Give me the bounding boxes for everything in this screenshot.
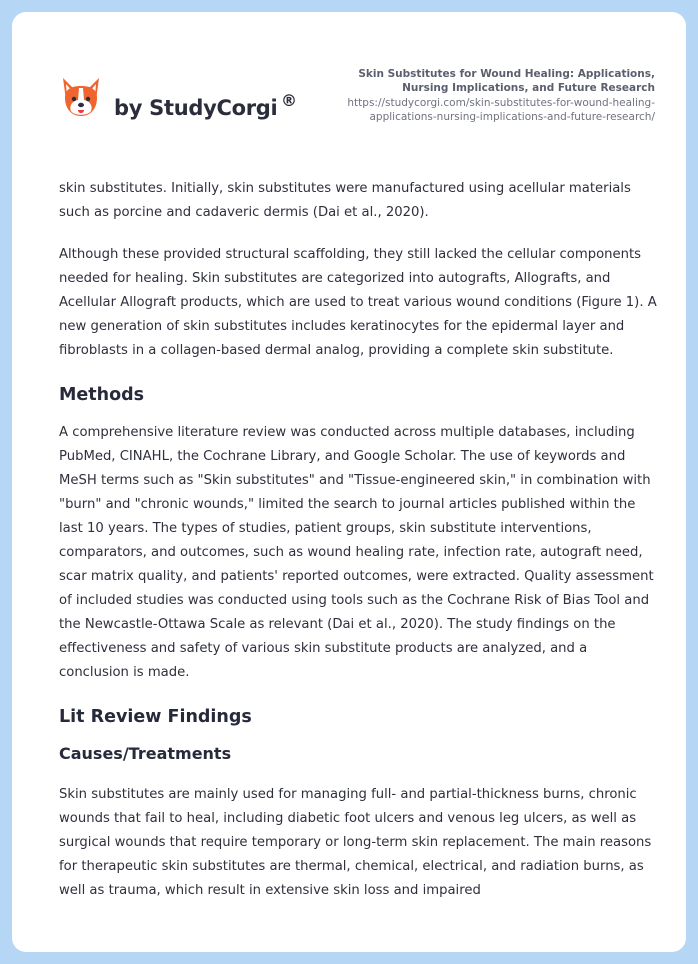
brand-name: by StudyCorgi [114,96,278,120]
registered-mark: ® [281,91,297,110]
page-header [12,12,686,162]
document-url[interactable] [315,96,655,124]
document-title [315,67,655,95]
document-title-line-1: Skin Substitutes for Wound Healing: Applications, [358,68,655,80]
heading-causes-treatments: Causes/Treatments [59,744,232,763]
heading-lit-review-findings: Lit Review Findings [59,707,252,727]
studycorgi-logo[interactable] [60,76,310,126]
corgi-icon [60,76,102,122]
document-body [59,177,659,921]
document-title-line-2: Nursing Implications, and Future Research [402,82,655,94]
document-url-line-2: applications-nursing-implications-and-future-research/ [369,111,655,123]
document-url-line-1: https://studycorgi.com/skin-substitutes-for-wound-healing- [347,97,655,109]
paragraph-2: Although these provided structural scaffolding, they still lacked the cellular components needed for healing. Skin substitutes are categorized into autografts, Allografts, and Acellular Allograft products, which are used to treat various wound conditions (Figure 1). A new generation of skin substitutes includes keratinocytes for the epidermal layer and fibroblasts in a collagen-based dermal analog, providing a complete skin substitute. [59,247,657,358]
paragraph-1: skin substitutes. Initially, skin substitutes were manufactured using acellular materials such as porcine and cadaveric dermis (Dai et al., 2020). [59,181,631,220]
paragraph-causes: Skin substitutes are mainly used for managing full- and partial-thickness burns, chronic wounds that fail to heal, including diabetic foot ulcers and venous leg ulcers, as well as surgical wounds that require temporary or long-term skin replacement. The main reasons for therapeutic skin substitutes are thermal, chemical, electrical, and radiation burns, as well as trauma, which result in extensive skin loss and impaired [59,787,652,898]
document-page [12,12,686,952]
paragraph-methods: A comprehensive literature review was conducted across multiple databases, including PubMed, CINAHL, the Cochrane Library, and Google Scholar. The use of keywords and MeSH terms such as "Skin substitutes" and "Tissue-engineered skin," in combination with "burn" and "chronic wounds," limited the search to journal articles published within the last 10 years. The types of studies, patient groups, skin substitute interventions, comparators, and outcomes, such as wound healing rate, infection rate, autograft need, scar matrix quality, and patients' reported outcomes, were extracted. Quality assessment of included studies was conducted using tools such as the Cochrane Risk of Bias Tool and the Newcastle-Ottawa Scale as relevant (Dai et al., 2020). The study findings on the effectiveness and safety of various skin substitute products are analyzed, and a conclusion is made. [59,425,654,680]
document-meta [315,67,655,124]
heading-methods: Methods [59,385,145,405]
